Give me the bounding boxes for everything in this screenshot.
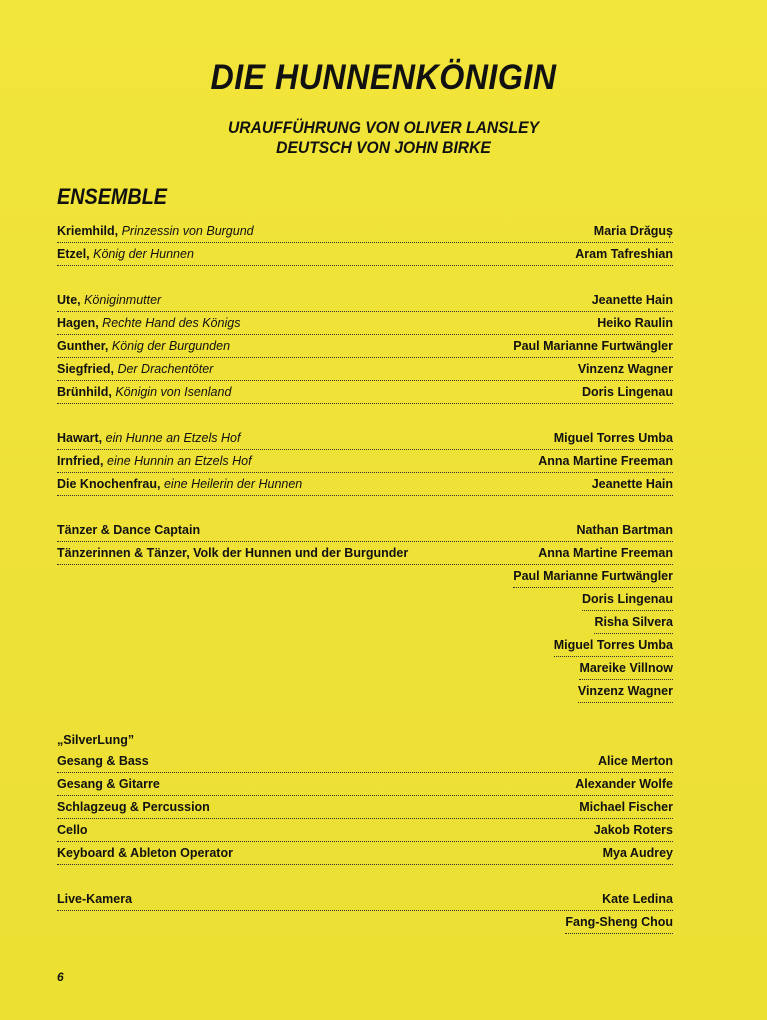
role-name: Irnfried,	[57, 454, 104, 468]
role	[57, 754, 149, 768]
role-name: Cello	[57, 823, 88, 837]
cast-row	[57, 220, 673, 243]
role-desc: Königin von Isenland	[111, 385, 232, 399]
actor-name: Kate Ledina	[602, 892, 673, 906]
role	[57, 431, 240, 445]
role-name: Brünhild,	[57, 385, 112, 399]
role	[57, 454, 252, 468]
actor-name: Maria Drăguș	[593, 224, 673, 238]
role	[57, 339, 230, 353]
role-name: Tänzerinnen & Tänzer, Volk der Hunnen und der Burgunder	[57, 546, 409, 560]
actor-name: Doris Lingenau	[582, 385, 673, 399]
actor-name: Alexander Wolfe	[575, 777, 673, 791]
role-name: Gesang & Bass	[57, 754, 149, 768]
role-name: Ute,	[57, 293, 81, 307]
actor-name: Anna Martine Freeman	[538, 454, 673, 468]
cast-row	[57, 381, 673, 404]
actor-name: Jeanette Hain	[591, 293, 673, 307]
dancer-name: Mareike Villnow	[579, 657, 673, 680]
actor-name: Nathan Bartman	[576, 523, 673, 537]
camera-extra-name: Fang-Sheng Chou	[565, 911, 673, 934]
role-desc: Königinmutter	[80, 293, 162, 307]
role	[57, 846, 233, 860]
role	[57, 362, 213, 376]
role-name: Keyboard & Ableton Operator	[57, 846, 233, 860]
actor-name: Jeanette Hain	[591, 477, 673, 491]
role-name: Kriemhild,	[57, 224, 119, 238]
actor-name: Michael Fischer	[579, 800, 673, 814]
cast-row	[57, 358, 673, 381]
band-name: „SilverLung”	[57, 733, 135, 747]
role	[57, 293, 161, 307]
subtitle-translation: DEUTSCH VON JOHN BIRKE	[276, 138, 491, 157]
role	[57, 546, 408, 560]
dancer-name: Miguel Torres Umba	[554, 634, 673, 657]
role	[57, 247, 194, 261]
role-name: Live-Kamera	[57, 892, 133, 906]
role-desc: Prinzessin von Burgund	[118, 224, 254, 238]
dancer-name: Paul Marianne Furtwängler	[513, 565, 673, 588]
role-name: Gunther,	[57, 339, 109, 353]
role-name: Tänzer & Dance Captain	[57, 523, 201, 537]
cast-row	[57, 427, 673, 450]
actor-name: Mya Audrey	[602, 846, 673, 860]
actor-name: Alice Merton	[597, 754, 673, 768]
cast-row	[57, 312, 673, 335]
section-heading: ENSEMBLE	[57, 184, 168, 209]
dancer-name: Risha Silvera	[594, 611, 673, 634]
role	[57, 224, 254, 238]
role-desc: eine Heilerin der Hunnen	[160, 477, 303, 491]
cast-row	[57, 289, 673, 312]
actor-name: Miguel Torres Umba	[553, 431, 673, 445]
band-row	[57, 819, 673, 842]
role	[57, 800, 210, 814]
actor-name: Jakob Roters	[593, 823, 673, 837]
band-row	[57, 842, 673, 865]
role-desc: Rechte Hand des Königs	[98, 316, 241, 330]
dancer-name: Vinzenz Wagner	[578, 680, 673, 703]
role	[57, 523, 200, 537]
cast-row	[57, 519, 673, 542]
role-desc: eine Hunnin an Etzels Hof	[103, 454, 252, 468]
band-row	[57, 750, 673, 773]
role-desc: ein Hunne an Etzels Hof	[102, 431, 241, 445]
role	[57, 892, 132, 906]
cast-row	[57, 450, 673, 473]
camera-row	[57, 888, 673, 911]
role	[57, 477, 302, 491]
role-name: Etzel,	[57, 247, 90, 261]
role-desc: Der Drachentöter	[113, 362, 214, 376]
role-desc: König der Hunnen	[89, 247, 194, 261]
subtitle-premiere: URAUFFÜHRUNG VON OLIVER LANSLEY	[227, 118, 540, 137]
actor-name: Aram Tafreshian	[575, 247, 673, 261]
role	[57, 777, 160, 791]
role-name: Schlagzeug & Percussion	[57, 800, 210, 814]
cast-row	[57, 542, 673, 565]
role-name: Gesang & Gitarre	[57, 777, 160, 791]
role-name: Hawart,	[57, 431, 103, 445]
actor-name: Anna Martine Freeman	[538, 546, 673, 560]
actor-name: Heiko Raulin	[597, 316, 673, 330]
actor-name: Vinzenz Wagner	[577, 362, 673, 376]
role-name: Hagen,	[57, 316, 99, 330]
cast-row	[57, 243, 673, 266]
role-name: Siegfried,	[57, 362, 114, 376]
cast-row	[57, 335, 673, 358]
dancer-name: Doris Lingenau	[582, 588, 673, 611]
actor-name: Paul Marianne Furtwängler	[513, 339, 673, 353]
band-row	[57, 773, 673, 796]
role	[57, 385, 231, 399]
role	[57, 823, 88, 837]
role-desc: König der Burgunden	[108, 339, 231, 353]
role-name: Die Knochenfrau,	[57, 477, 161, 491]
page-number: 6	[57, 970, 64, 984]
cast-row	[57, 473, 673, 496]
role	[57, 316, 240, 330]
page-title: DIE HUNNENKÖNIGIN	[210, 58, 557, 97]
band-row	[57, 796, 673, 819]
